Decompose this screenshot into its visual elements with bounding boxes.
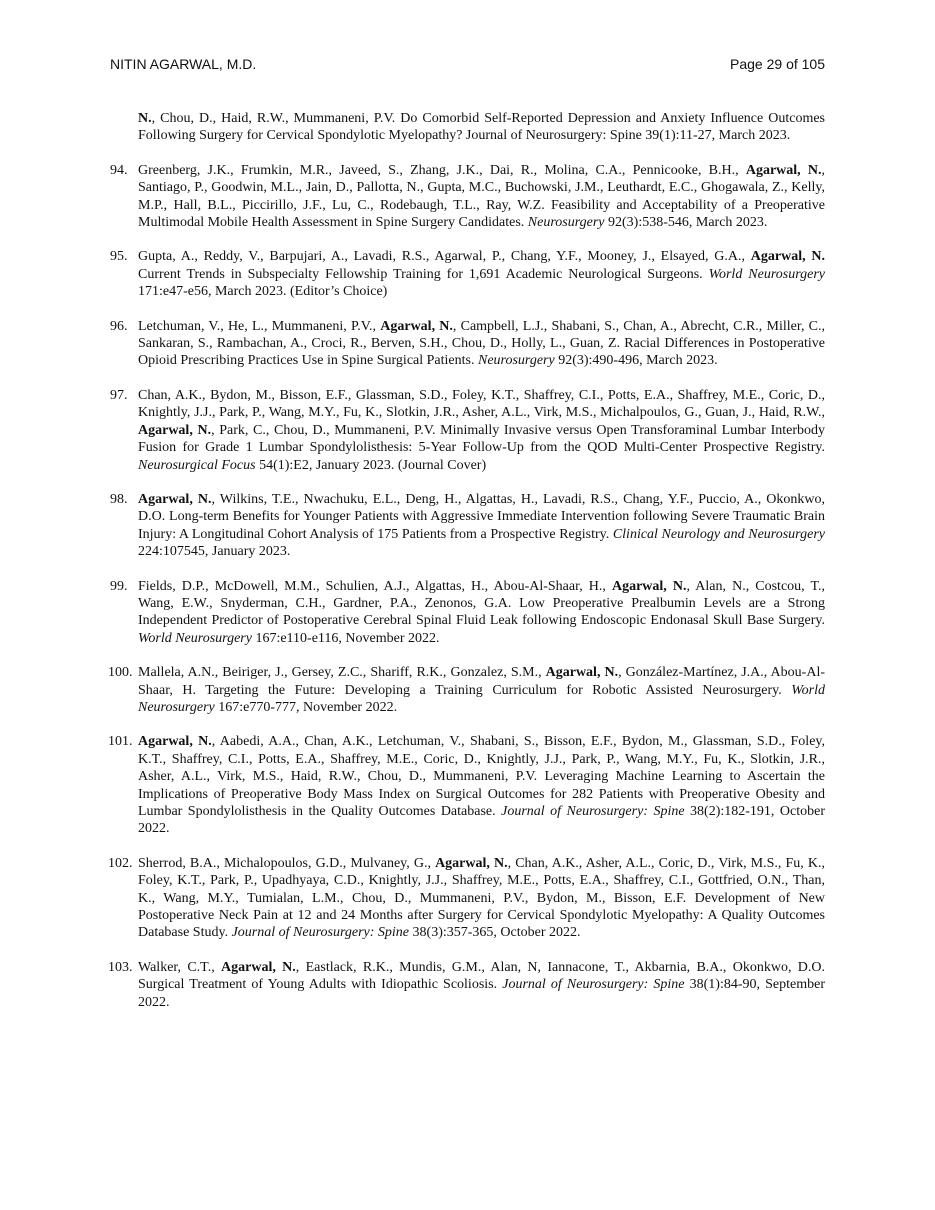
reference-item — [110, 733, 825, 837]
reference-text-after: , Santiago, P., Goodwin, M.L., Jain, D., Pallotta, N., Gupta, M.C., Buchowski, J.M., Leuthardt, E.C., Ghogawala, Z., Kelly, M.P., Hall, B.L., Piccirillo, J.F., Lu, C., Rodebaugh, T.L., Ray, W.Z. Feasibility and Acceptability of a Preoperative Multimodal Mobile Health Assessment in Spine Surgery Candidates. — [138, 162, 825, 231]
reference-journal: Journal of Neurosurgery: Spine — [501, 804, 685, 819]
reference-number: 103. — [108, 959, 133, 975]
reference-author-bold: N. — [138, 111, 152, 126]
reference-author-bold: Agarwal, N. — [435, 855, 508, 871]
reference-text-after: , Wilkins, T.E., Nwachuku, E.L., Deng, H., Algattas, H., Lavadi, R.S., Chang, Y.F., Puccio, A., Okonkwo, D.O. Long-term Benefits for Younger Patients with Aggressive Immediate Intervention following Severe Traumatic Brain Injury: A Longitudinal Cohort Analysis of 175 Patients from a Prospective Registry. — [138, 491, 826, 542]
reference-text-after: , Chou, D., Haid, R.W., Mummaneni, P.V. Do Comorbid Self-Reported Depression and Anxiety Influence Outcomes Following Surgery for Cervical Spondylotic Myelopathy? Journal of Neurosurgery: Spine 39(1):11-27, March 2023. — [138, 111, 825, 144]
reference-text-after: , Park, C., Chou, D., Mummaneni, P.V. Minimally Invasive versus Open Transforaminal Lumbar Interbody Fusion for Grade 1 Lumbar Spondylolisthesis: 5-Year Follow-Up from the QOD Multi-Center Prospective Registry. — [138, 422, 826, 456]
reference-tail: 171:e47-e56, March 2023. (Editor’s Choice) — [138, 284, 388, 300]
reference-text-before: Letchuman, V., He, L., Mummaneni, P.V., — [138, 318, 381, 334]
reference-author-bold: Agarwal, N. — [380, 318, 453, 334]
reference-author-bold: Agarwal, N. — [138, 491, 212, 507]
reference-text-before: Greenberg, J.K., Frumkin, M.R., Javeed, S., Zhang, J.K., Dai, R., Molina, C.A., Pennicooke, B.H., — [138, 162, 746, 178]
reference-number: 95. — [110, 249, 128, 265]
reference-text-after: , Campbell, L.J., Shabani, S., Chan, A., Abrecht, C.R., Miller, C., Sankaran, S., Rambachan, A., Croci, R., Berven, S.H., Chou, D., Holly, L., Guan, Z. Racial Differences in Postoperative Opioid Prescribing Practices Use in Spine Surgical Patients. — [138, 318, 825, 369]
reference-author-bold: Agarwal, N. — [138, 422, 212, 438]
reference-text-after: , Eastlack, R.K., Mundis, G.M., Alan, N, Iannacone, T., Akbarnia, B.A., Okonkwo, D.O. Surgical Treatment of Young Adults with Idiopathic Scoliosis. — [138, 959, 825, 993]
reference-tail: 38(3):357-365, October 2022. — [409, 925, 581, 941]
reference-item — [110, 162, 825, 232]
reference-journal: Neurosurgery — [477, 353, 555, 369]
reference-tail: 38(2):182-191, October 2022. — [138, 804, 825, 837]
reference-author-bold: Agarwal, N. — [221, 959, 296, 975]
reference-tail: 167:e110-e116, November 2022. — [251, 630, 440, 646]
reference-text-before: Fields, D.P., McDowell, M.M., Schulien, A.J., Algattas, H., Abou-Al-Shaar, H., — [138, 578, 612, 594]
reference-journal: Journal of Neurosurgery: Spine — [231, 925, 410, 941]
page-header — [110, 56, 825, 76]
reference-author-bold: Agarwal, N. — [611, 578, 687, 594]
reference-journal: Journal of Neurosurgery: Spine — [502, 977, 685, 993]
reference-journal: World Neurosurgery — [138, 630, 252, 646]
reference-item — [110, 491, 825, 561]
reference-author-bold: Agarwal, N. — [138, 734, 212, 750]
reference-item — [110, 664, 825, 716]
reference-author-bold: Agarwal, N. — [750, 249, 825, 265]
reference-text-before: Mallela, A.N., Beiriger, J., Gersey, Z.C., Shariff, R.K., Gonzalez, S.M., — [138, 665, 546, 681]
reference-author-bold: Agarwal, N. — [545, 665, 619, 681]
reference-item — [110, 959, 825, 1011]
reference-tail: 92(3):538-546, March 2023. — [604, 215, 768, 231]
reference-text-after: Current Trends in Subspecialty Fellowship Training for 1,691 Academic Neurological Surgeons. — [138, 266, 709, 282]
reference-journal: World Neurosurgery — [708, 266, 825, 282]
reference-number: 101. — [108, 734, 133, 750]
reference-number: 97. — [110, 387, 128, 403]
reference-number: 102. — [108, 855, 133, 871]
reference-list — [110, 110, 825, 1028]
reference-journal: Clinical Neurology and Neurosurgery — [612, 526, 825, 542]
reference-number: 100. — [108, 665, 133, 681]
reference-author-bold: Agarwal, N. — [745, 162, 822, 178]
reference-journal: World Neurosurgery — [138, 682, 825, 715]
reference-tail: 167:e770-777, November 2022. — [214, 699, 398, 715]
reference-text-after: , Chan, A.K., Asher, A.L., Coric, D., Virk, M.S., Fu, K., Foley, K.T., Park, P., Upadhyaya, C.D., Knightly, J.J., Shaffrey, M.E., Potts, E.A., Shaffrey, C.I., Gottfried, O.N., Than, K., Wang, M.Y., Tumialan, L.M., Chou, D., Mummaneni, P.V., Bydon, M., Bisson, E.F. Development of New Postoperative Neck Pain at 12 and 24 Months after Surgery for Cervical Spondylotic Myelopathy: A Quality Outcomes Database Study. — [138, 855, 826, 941]
reference-number: 96. — [110, 318, 128, 334]
reference-text-after: , González-Martínez, J.A., Abou-Al-Shaar, H. Targeting the Future: Developing a Training Curriculum for Robotic Assisted Neurosurgery. — [138, 665, 825, 698]
reference-tail: 38(1):84-90, September 2022. — [138, 977, 826, 1010]
reference-text-after: , Aabedi, A.A., Chan, A.K., Letchuman, V., Shabani, S., Bisson, E.F., Bydon, M., Glassman, S.D., Foley, K.T., Shaffrey, C.I., Potts, E.A., Shaffrey, M.E., Coric, D., Knightly, J.J., Park, P., Wang, M.Y., Fu, K., Slotkin, J.R., Asher, A.L., Virk, M.S., Haid, R.W., Chou, D., Mummaneni, P.V. Leveraging Machine Learning to Ascertain the Implications of Preoperative Body Mass Index on Surgical Outcomes for 282 Patients with Preoperative Obesity and Lumbar Spondylolisthesis in the Quality Outcomes Database. — [138, 734, 825, 819]
reference-item — [110, 248, 825, 300]
reference-journal: Neurosurgery — [527, 215, 605, 231]
reference-item — [110, 578, 825, 648]
page-number: Page 29 of 105 — [730, 56, 825, 72]
reference-text-before: Walker, C.T., — [138, 959, 222, 975]
reference-tail: 54(1):E2, January 2023. (Journal Cover) — [255, 457, 487, 473]
reference-number: 94. — [110, 162, 128, 178]
reference-text-before: Sherrod, B.A., Michalopoulos, G.D., Mulvaney, G., — [138, 855, 436, 871]
reference-item — [110, 110, 825, 145]
reference-number: 99. — [110, 578, 128, 594]
author-name: NITIN AGARWAL, M.D. — [110, 56, 257, 72]
reference-item — [110, 318, 825, 370]
reference-text-before: Gupta, A., Reddy, V., Barpujari, A., Lavadi, R.S., Agarwal, P., Chang, Y.F., Mooney, J., Elsayed, G.A., — [138, 249, 751, 265]
reference-item — [110, 855, 825, 942]
reference-tail: 224:107545, January 2023. — [138, 544, 291, 560]
reference-text-before: Chan, A.K., Bydon, M., Bisson, E.F., Glassman, S.D., Foley, K.T., Shaffrey, C.I., Potts, E.A., Shaffrey, M.E., Coric, D., Knightly, J.J., Park, P., Wang, M.Y., Fu, K., Slotkin, J.R., Asher, A.L., Virk, M.S., Michalpoulos, G., Guan, J., Haid, R.W., — [138, 387, 825, 421]
reference-tail: 92(3):490-496, March 2023. — [554, 353, 718, 369]
reference-number: 98. — [110, 491, 128, 507]
reference-item — [110, 387, 825, 474]
reference-journal: Neurosurgical Focus — [138, 457, 256, 473]
reference-text-after: , Alan, N., Costcou, T., Wang, E.W., Snyderman, C.H., Gardner, P.A., Zenonos, G.A. Low Preoperative Prealbumin Levels are a Strong Independent Predictor of Postoperative Cerebral Spinal Fluid Leak following Endoscopic Endonasal Skull Base Surgery. — [138, 578, 825, 629]
